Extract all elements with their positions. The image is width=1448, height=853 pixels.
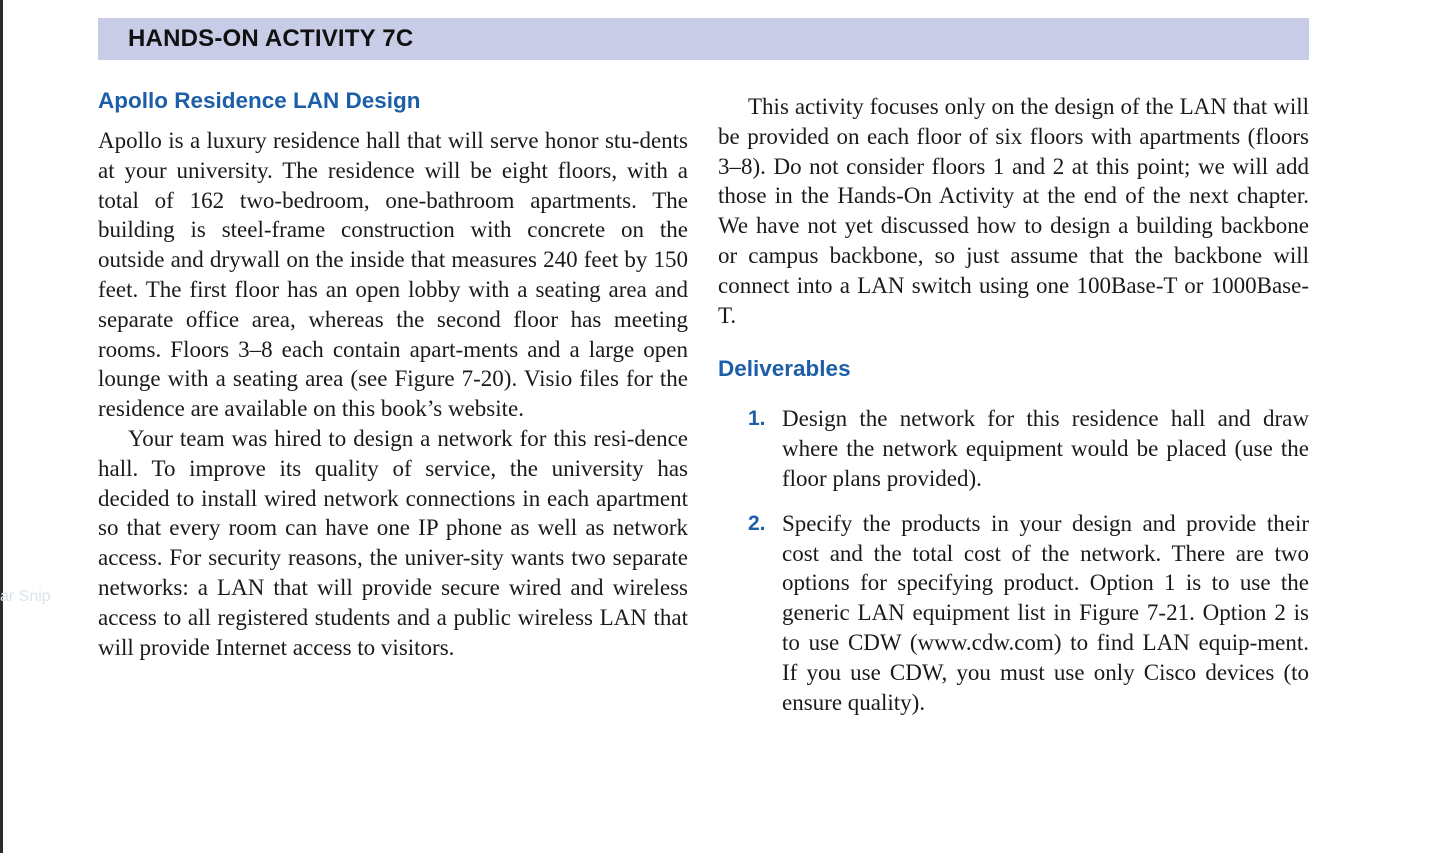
list-item-number: 1. bbox=[748, 407, 766, 431]
list-item bbox=[718, 404, 1309, 493]
body-paragraph: Your team was hired to design a network for this resi-dence hall. To improve its quality of service, the university has decided to install wired network connections in each apartment so that every room can have one IP phone as well as network access. For security reasons, the univer-sity wants two separate networks: a LAN that will provide secure wired and wireless access to all registered students and a public wireless LAN that will provide Internet access to visitors. bbox=[98, 425, 688, 660]
list-item-number: 2. bbox=[748, 511, 766, 535]
list-item bbox=[718, 509, 1309, 718]
list-item-text: Specify the products in your design and provide their cost and the total cost of the network. There are two options for specifying product. Option 1 is to use the generic LAN equipment list in Figure 7-21. Option 2 is to use CDW (www.cdw.com) to find LAN equip-ment. If you use CDW, you must use only Cisco devices (to ensure quality). bbox=[782, 510, 1309, 715]
activity-title: HANDS-ON ACTIVITY 7C bbox=[128, 25, 414, 52]
right-column bbox=[718, 92, 1309, 732]
snip-tool-watermark: ar Snip bbox=[0, 588, 51, 605]
body-paragraph: Apollo is a luxury residence hall that will serve honor stu-dents at your university. The residence will be eight floors, with a total of 162 two-bedroom, one-bathroom apartments. The building is steel-frame construction with concrete on the outside and drywall on the inside that measures 240 feet by 150 feet. The first floor has an open lobby with a seating area and separate office area, whereas the second floor has meeting rooms. Floors 3–8 each contain apart-ments and a large open lounge with a seating area (see Figure 7-20). Visio files for the residence are available on this book’s website. bbox=[98, 128, 688, 422]
list-item-text: Design the network for this residence hall and draw where the network equipment would be placed (use the floor plans provided). bbox=[782, 406, 1309, 491]
section-heading-deliverables: Deliverables bbox=[718, 356, 851, 382]
page-left-edge bbox=[0, 0, 3, 853]
section-heading-apollo: Apollo Residence LAN Design bbox=[98, 88, 421, 113]
deliverables-list bbox=[718, 404, 1309, 717]
activity-header-bar bbox=[98, 18, 1309, 60]
left-column bbox=[98, 86, 688, 662]
body-paragraph: This activity focuses only on the design of the LAN that will be provided on each floor of six floors with apartments (floors 3–8). Do not consider floors 1 and 2 at this point; we will add those in the Hands-On Activity at the end of the next chapter. We have not yet discussed how to design a building backbone or campus backbone, so just assume that the backbone will connect into a LAN switch using one 100Base-T or 1000Base-T. bbox=[718, 94, 1309, 328]
